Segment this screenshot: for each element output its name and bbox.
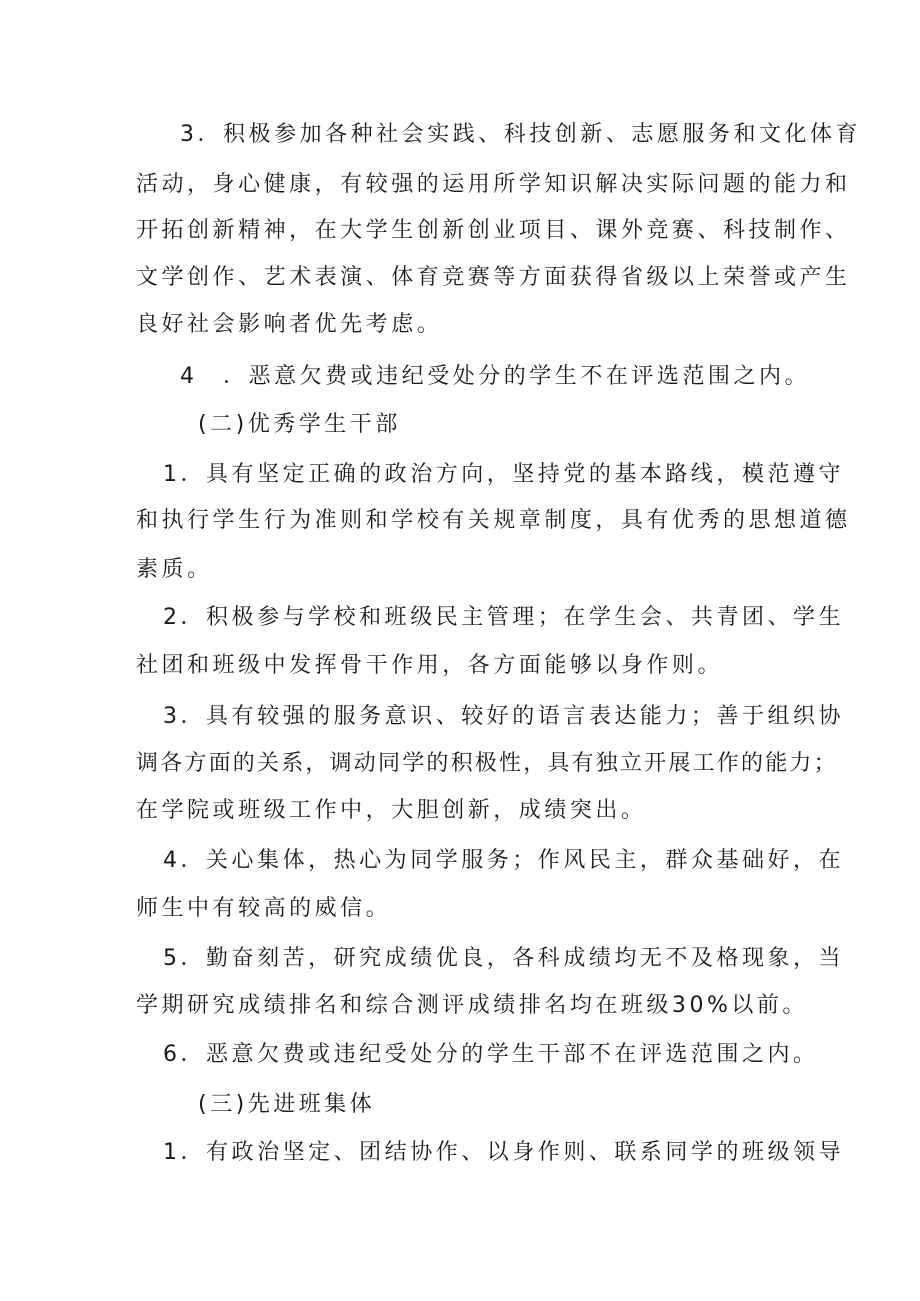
paragraph-line: 4 ．恶意欠费或违纪受处分的学生不在评选范围之内。 [180, 364, 810, 389]
paragraph-line: 素质。 [136, 557, 213, 582]
paragraph-line: 3．积极参加各种社会实践、科技创新、志愿服务和文化体育 [180, 122, 862, 147]
section-heading: (二)优秀学生干部 [198, 412, 401, 437]
paragraph-line: 调各方面的关系，调动同学的积极性，具有独立开展工作的能力； [136, 751, 838, 776]
paragraph-line: 活动，身心健康，有较强的运用所学知识解决实际问题的能力和 [136, 172, 851, 197]
paragraph-line: 社团和班级中发挥骨干作用，各方面能够以身作则。 [136, 653, 723, 678]
paragraph-line: 4．关心集体，热心为同学服务；作风民主，群众基础好，在 [163, 848, 845, 873]
paragraph-line: 1．具有坚定正确的政治方向，坚持党的基本路线，模范遵守 [163, 462, 845, 487]
paragraph-line: 和执行学生行为准则和学校有关规章制度，具有优秀的思想道德 [136, 508, 851, 533]
paragraph-line: 文学创作、艺术表演、体育竞赛等方面获得省级以上荣誉或产生 [136, 265, 851, 290]
paragraph-line: 2．积极参与学校和班级民主管理；在学生会、共青团、学生 [163, 605, 845, 630]
paragraph-line: 师生中有较高的威信。 [136, 896, 392, 921]
paragraph-line: 开拓创新精神，在大学生创新创业项目、课外竞赛、科技制作、 [136, 218, 851, 243]
paragraph-line: 学期研究成绩排名和综合测评成绩排名均在班级30%以前。 [136, 993, 808, 1018]
paragraph-line: 5．勤奋刻苦，研究成绩优良，各科成绩均无不及格现象，当 [163, 946, 845, 971]
paragraph-line: 6．恶意欠费或违纪受处分的学生干部不在评选范围之内。 [163, 1042, 819, 1067]
paragraph-line: 1．有政治坚定、团结协作、以身作则、联系同学的班级领导 [163, 1140, 845, 1165]
paragraph-line: 3．具有较强的服务意识、较好的语言表达能力；善于组织协 [163, 704, 845, 729]
section-heading: (三)先进班集体 [198, 1092, 376, 1117]
paragraph-line: 良好社会影响者优先考虑。 [136, 312, 443, 337]
paragraph-line: 在学院或班级工作中，大胆创新，成绩突出。 [136, 798, 647, 823]
